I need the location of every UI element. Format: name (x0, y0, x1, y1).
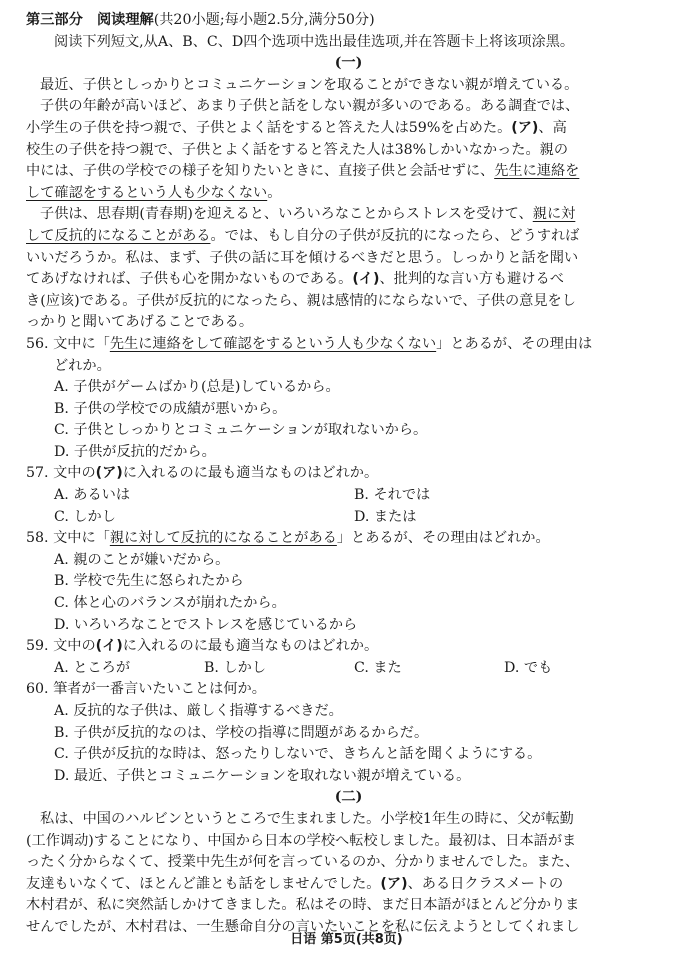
passage1-title: (一) (334, 55, 363, 72)
passage-line: (工作调动)することになり、中国から日本の学校へ転校しました。最初は、日本語がま (26, 832, 577, 849)
passage-line: いいだろうか。私は、まず、子供の話に耳を傾けるべきだと思う。しっかりと話を聞い (26, 249, 579, 266)
page-footer: 日语 第5页(共8页) (290, 932, 403, 947)
question-stem: 59. 文中の(イ)に入れるのに最も適当なものはどれか。 (26, 638, 379, 655)
passage-line: せんでしたが、木村君は、一生懸命自分の言いたいことを私に伝えようとしてくれまし (26, 918, 580, 935)
underlined-phrase: 先生に連絡を (494, 163, 580, 180)
passage-line: 木村君が、私に突然話しかけてきました。私はその時、まだ日本語がほとんど分かりま (26, 897, 580, 914)
passage-line: 子供の年齢が高いほど、あまり子供と話をしない親が多いのである。ある調査では、 (40, 98, 580, 115)
blank-i: (イ) (352, 271, 380, 288)
option-d[interactable]: D. でも (504, 659, 553, 676)
option-a[interactable]: A. 親のことが嫌いだから。 (54, 551, 230, 568)
passage-line: して確認をするという人も少なくない。 (26, 184, 282, 201)
passage-line: 校生の子供を持つ親で、子供とよく話をすると答えた人は38%しかいなかった。親の (26, 141, 569, 158)
passage2 (26, 809, 671, 939)
passage-line: 私は、中国のハルビンというところで生まれました。小学校1年生の時に、父が転勤 (40, 810, 574, 827)
option-a[interactable]: A. あるいは (54, 487, 131, 504)
option-d[interactable]: D. いろいろなことでストレスを感じているから (54, 616, 358, 633)
passage-line: ったく分からなくて、授業中先生が何を言っているのか、分かりませんでした。また、 (26, 854, 580, 871)
passage-line: てあげなければ、子供も心を開かないものである。(イ)、批判的な言い方も避けるべ (26, 271, 564, 288)
question-stem: 57. 文中の(ア)に入れるのに最も適当なものはどれか。 (26, 465, 379, 482)
passage-line: して反抗的になることがある。では、もし自分の子供が反抗的になったら、どうすれば (26, 227, 580, 244)
passage-line: 中には、子供の学校での様子を知りたいときに、直接子供と会話せずに、先生に連絡を (26, 163, 580, 180)
option-b[interactable]: B. それでは (354, 487, 431, 504)
question-58 (26, 528, 671, 636)
option-b[interactable]: B. しかし (204, 659, 267, 676)
underlined-phrase: して反抗的になることがある (26, 227, 211, 244)
option-c[interactable]: C. 子供としっかりとコミュニケーションが取れないから。 (54, 422, 428, 439)
passage-line: 友達もいなくて、ほとんど誰とも話をしませんでした。(ア)、ある日クラスメートの (26, 875, 564, 892)
question-stem: 56. 文中に「先生に連絡をして確認をするという人も少なくない」とあるが、その理由は (26, 335, 593, 352)
options-row (26, 507, 671, 529)
question-60 (26, 679, 671, 787)
passage-line: 小学生の子供を持つ親で、子供とよく話をすると答えた人は59%を占めた。(ア)、高 (26, 119, 567, 136)
option-c[interactable]: C. しかし (54, 508, 116, 525)
passage-line: 子供は、思春期(青春期)を迎えると、いろいろなことからストレスを受けて、親に対 (40, 206, 576, 223)
option-d[interactable]: D. または (354, 508, 417, 525)
question-59 (26, 636, 671, 679)
option-a[interactable]: A. 子供がゲームばかり(总是)しているから。 (54, 379, 340, 396)
question-stem-cont: どれか。 (54, 357, 111, 374)
section-rule: (共20小题;每小题2.5分,满分50分) (153, 12, 375, 28)
passage1 (26, 75, 671, 334)
option-b[interactable]: B. 学校で先生に怒られたから (54, 573, 244, 590)
option-d[interactable]: D. 最近、子供とコミュニケーションを取れない親が増えている。 (54, 767, 471, 784)
option-b[interactable]: B. 子供が反抗的なのは、学校の指導に問題があるからだ。 (54, 724, 429, 741)
option-c[interactable]: C. また (354, 659, 402, 676)
blank-a: (ア) (511, 119, 539, 136)
option-c[interactable]: C. 子供が反抗的な時は、怒ったりしないで、きちんと話を聞くようにする。 (54, 746, 542, 763)
passage-line: き(应该)である。子供が反抗的になったら、親は感情的にならないで、子供の意見をし (26, 292, 576, 309)
passage-line: 最近、子供としっかりとコミュニケーションを取ることができない親が増えている。 (40, 76, 579, 93)
passage-line: っかりと聞いてあげることである。 (26, 314, 254, 331)
option-c[interactable]: C. 体と心のバランスが崩れたから。 (54, 595, 286, 612)
underlined-phrase: 親に対 (532, 206, 576, 223)
question-stem: 60. 筆者が一番言いたいことは何か。 (26, 681, 266, 698)
section-part: 第三部分 阅读理解 (26, 12, 154, 28)
question-57 (26, 463, 671, 528)
section-instruction: 阅读下列短文,从A、B、C、D四个选项中选出最佳选项,并在答题卡上将该项涂黑。 (54, 33, 575, 50)
option-d[interactable]: D. 子供が反抗的だから。 (54, 443, 216, 460)
question-stem: 58. 文中に「親に対して反抗的になることがある」とあるが、その理由はどれか。 (26, 530, 550, 547)
options-row (26, 658, 671, 680)
passage2-title: (二) (334, 789, 363, 806)
section-header (26, 10, 671, 32)
question-56 (26, 334, 671, 464)
option-a[interactable]: A. ところが (54, 659, 131, 676)
underlined-phrase: して確認をするという人も少なくない (26, 184, 268, 201)
option-a[interactable]: A. 反抗的な子供は、厳しく指導するべきだ。 (54, 703, 343, 719)
options-row (26, 485, 671, 507)
option-b[interactable]: B. 子供の学校での成績が悪いから。 (54, 400, 287, 417)
blank-a: (ア) (380, 875, 408, 892)
